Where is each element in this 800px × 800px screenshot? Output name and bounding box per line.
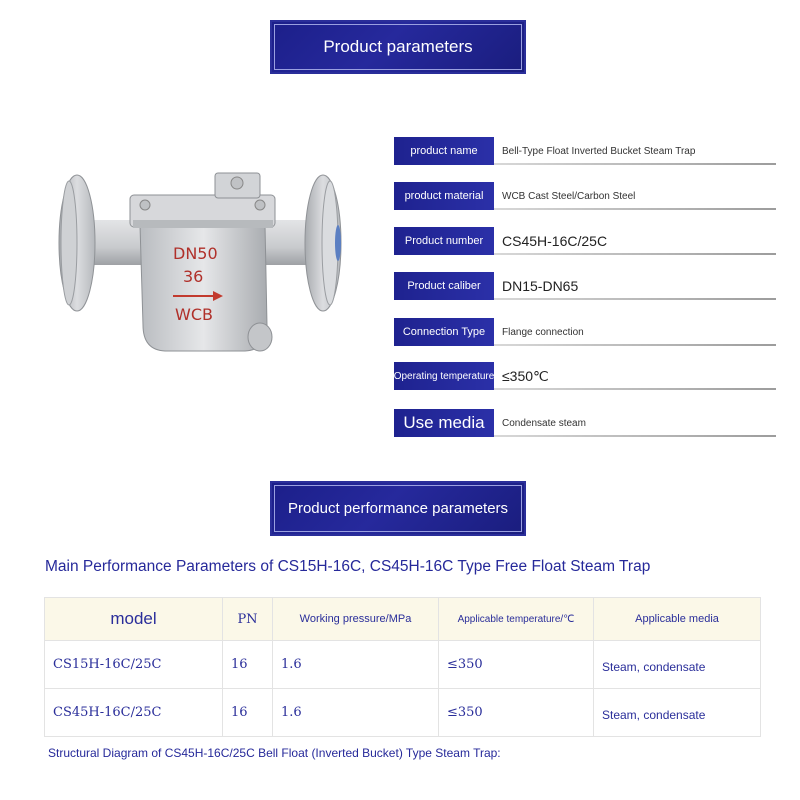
param-label: Connection Type <box>394 318 494 346</box>
param-label: Product number <box>394 227 494 255</box>
param-row-product-name <box>394 137 776 165</box>
cell-pressure: 1.6 <box>273 689 439 737</box>
param-label: product material <box>394 182 494 210</box>
cell-media: Steam, condensate <box>594 689 761 737</box>
param-value: Condensate steam <box>502 417 586 429</box>
param-label: Use media <box>394 409 494 437</box>
divider <box>494 208 776 210</box>
param-row-operating-temperature <box>394 362 776 390</box>
casting-text-wcb: WCB <box>175 305 213 324</box>
cell-temperature: ≤350 <box>439 641 594 689</box>
cell-media: Steam, condensate <box>594 641 761 689</box>
cell-model: CS15H-16C/25C <box>45 641 223 689</box>
steam-trap-product-image <box>55 165 345 360</box>
performance-parameters-banner <box>270 481 526 536</box>
divider <box>494 435 776 437</box>
cell-model: CS45H-16C/25C <box>45 689 223 737</box>
param-value: WCB Cast Steel/Carbon Steel <box>502 190 636 202</box>
param-value: CS45H-16C/25C <box>502 233 608 249</box>
header-applicable-media: Applicable media <box>594 598 761 641</box>
header-applicable-temperature: Applicable temperature/℃ <box>439 598 594 641</box>
header-pn: PN <box>223 598 273 641</box>
param-label: product name <box>394 137 494 165</box>
param-row-product-number <box>394 227 776 255</box>
divider <box>494 344 776 346</box>
performance-title: Main Performance Parameters of CS15H-16C, CS45H-16C Type Free Float Steam Trap <box>45 558 651 575</box>
table-row <box>45 689 761 737</box>
divider <box>494 163 776 165</box>
cell-pn: 16 <box>223 641 273 689</box>
header-model: model <box>45 598 223 641</box>
structural-diagram-caption: Structural Diagram of CS45H-16C/25C Bell Float (Inverted Bucket) Type Steam Trap: <box>48 746 501 760</box>
cell-pn: 16 <box>223 689 273 737</box>
param-row-connection-type <box>394 318 776 346</box>
banner-title: Product parameters <box>323 37 473 56</box>
divider <box>494 253 776 255</box>
cell-temperature: ≤350 <box>439 689 594 737</box>
param-value: Flange connection <box>502 326 584 338</box>
param-row-product-material <box>394 182 776 210</box>
param-label: Product caliber <box>394 272 494 300</box>
divider <box>494 388 776 390</box>
cell-pressure: 1.6 <box>273 641 439 689</box>
param-value: ≤350℃ <box>502 367 549 384</box>
param-value: Bell-Type Float Inverted Bucket Steam Trap <box>502 145 696 157</box>
table-row <box>45 641 761 689</box>
param-value: DN15-DN65 <box>502 278 579 294</box>
param-row-use-media <box>394 409 776 437</box>
banner-title: Product performance parameters <box>287 500 509 517</box>
product-parameters-banner <box>270 20 526 74</box>
param-label: Operating temperature <box>394 362 494 390</box>
casting-text-36: 36 <box>183 267 204 286</box>
divider <box>494 298 776 300</box>
header-working-pressure: Working pressure/MPa <box>273 598 439 641</box>
param-row-product-caliber <box>394 272 776 300</box>
performance-table <box>44 597 761 737</box>
table-header-row <box>45 598 761 641</box>
casting-text-dn50: DN50 <box>173 244 218 263</box>
